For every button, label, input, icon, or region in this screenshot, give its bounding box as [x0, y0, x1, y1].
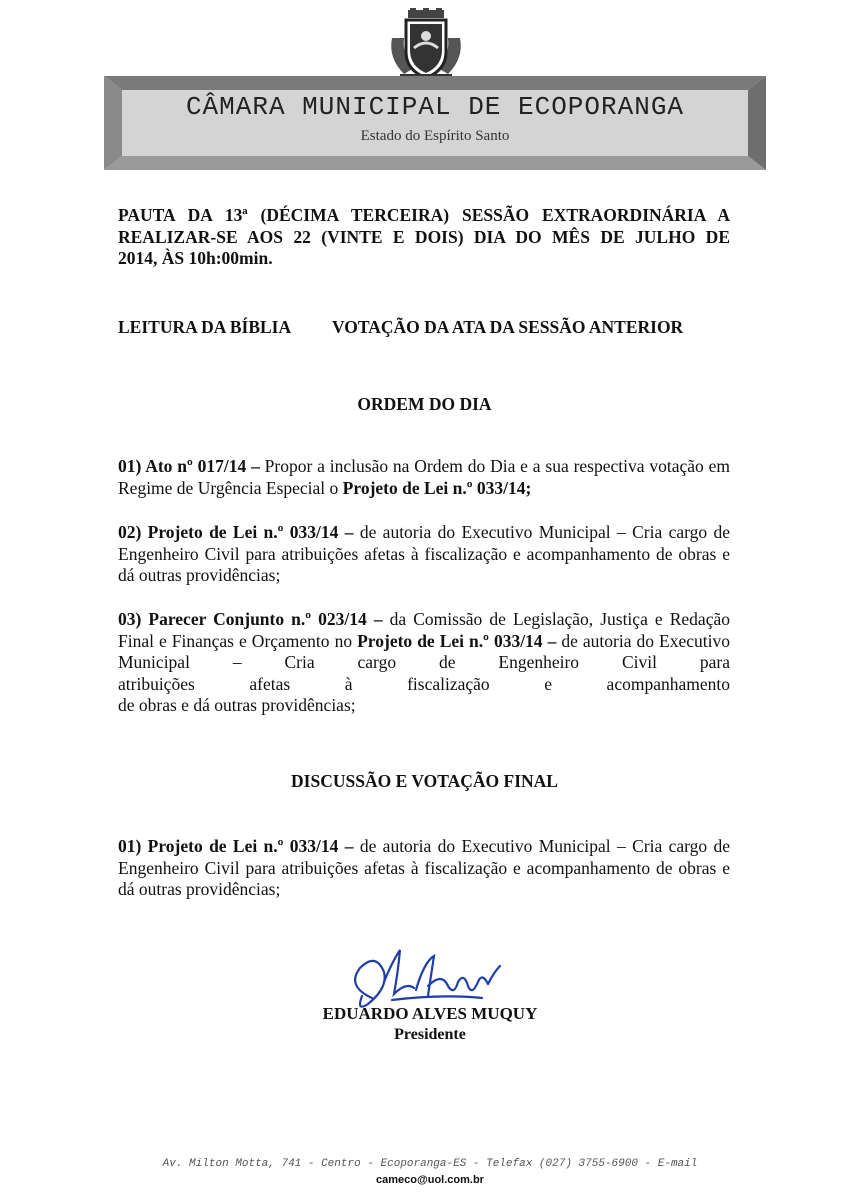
spread-word: afetas	[249, 673, 291, 694]
title-line-1: PAUTA DA 13ª (DÉCIMA TERCEIRA) SESSÃO EXTRAORDINÁRIA A	[118, 205, 730, 225]
agenda-item-2-label: 02) Projeto de Lei n.º 033/14 –	[118, 522, 354, 542]
title-line-2: REALIZAR-SE AOS 22 (VINTE E DOIS) DIA DO MÊS DE JULHO DE	[118, 226, 730, 247]
section-heading-ordem-do-dia: ORDEM DO DIA	[357, 394, 492, 414]
final-item-1	[118, 836, 730, 901]
agenda-item-1-label: 01) Ato nº 017/14 –	[118, 456, 260, 476]
agenda-item-2	[118, 522, 730, 587]
agenda-item-3-label: 03) Parecer Conjunto n.º 023/14 –	[118, 609, 383, 629]
organization-state: Estado do Espírito Santo	[360, 128, 510, 144]
spread-word: e	[544, 673, 552, 694]
municipal-crest-icon	[384, 8, 468, 84]
organization-name: CÂMARA MUNICIPAL DE ECOPORANGA	[185, 92, 685, 122]
spread-word: à	[344, 673, 353, 694]
opening-minutes-vote: VOTAÇÃO DA ATA DA SESSÃO ANTERIOR	[332, 317, 684, 337]
spread-word: fiscalização	[407, 673, 490, 694]
agenda-item-3-body	[118, 609, 730, 674]
section-heading-final-vote: DISCUSSÃO E VOTAÇÃO FINAL	[291, 771, 558, 791]
agenda-item-1-ref: Projeto de Lei n.º 033/14;	[342, 477, 532, 498]
agenda-item-3-ref: Projeto de Lei n.º 033/14 –	[357, 630, 557, 651]
footer-address: Av. Milton Motta, 741 - Centro - Ecoporanga-ES - Telefax (027) 3755-6900 - E-mail	[162, 1158, 698, 1170]
agenda-item-1-text: Propor a inclusão na Ordem do Dia e a sua respectiva votação em Regime de Urgência Especial o	[118, 456, 730, 498]
agenda-item-1	[118, 456, 730, 499]
spread-word: acompanhamento	[606, 673, 730, 694]
final-item-1-label: 01) Projeto de Lei n.º 033/14 –	[118, 836, 354, 856]
signatory-role: Presidente	[394, 1026, 466, 1043]
agenda-item-3	[118, 609, 730, 717]
document-title	[118, 205, 730, 270]
agenda-item-3-text: da Comissão de Legislação, Justiça e Redação Final e Finanças e Orçamento no	[118, 609, 730, 651]
signatory-name: EDUARDO ALVES MUQUY	[322, 1004, 538, 1023]
agenda-item-3-text2: de autoria do Executivo Municipal – Cria cargo de Engenheiro Civil para	[118, 630, 730, 672]
opening-bible-reading: LEITURA DA BÍBLIA	[118, 317, 292, 337]
title-line-3: 2014, ÀS 10h:00min.	[118, 248, 273, 268]
spread-word: atribuições	[118, 673, 195, 694]
footer-email: cameco@uol.com.br	[376, 1174, 484, 1186]
agenda-item-2-text: de autoria do Executivo Municipal – Cria cargo de Engenheiro Civil para atribuições afetas à fiscalização e acompanhamento de obras e dá outras providências;	[118, 522, 730, 585]
header-banner	[104, 76, 766, 170]
agenda-item-3-spread-line	[118, 674, 730, 696]
agenda-item-3-last-line: de obras e dá outras providências;	[118, 695, 356, 715]
final-item-1-text: de autoria do Executivo Municipal – Cria cargo de Engenheiro Civil para atribuições afetas à fiscalização e acompanhamento de obras e dá outras providências;	[118, 836, 730, 899]
